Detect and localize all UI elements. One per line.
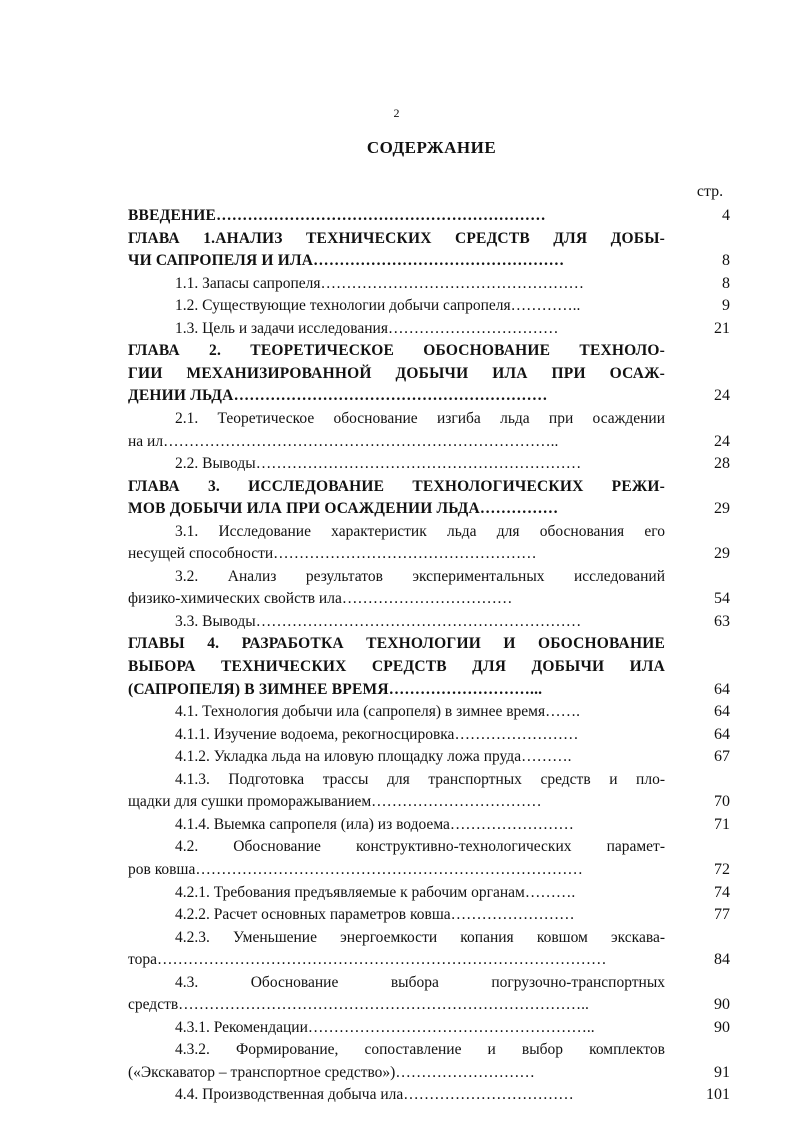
toc-page-number: 64 [714,703,730,721]
toc-entry: 4.3.2. Формирование, сопоставление и выбор комплектов [175,1041,665,1059]
toc-entry: ров ковша………………………………………………………………… [128,860,583,878]
toc-page-number: 71 [714,815,730,833]
toc-entry: ГЛАВА 1.АНАЛИЗ ТЕХНИЧЕСКИХ СРЕДСТВ ДЛЯ ДОБЫ- [128,229,665,247]
toc-entry: ДЕНИИ ЛЬДА…………………………………………………… [128,387,548,405]
toc-entry: 4.3. Обоснование выбора погрузочно-транспортных [175,973,665,991]
toc-entry: 4.2.2. Расчет основных параметров ковша…………………… [175,906,575,924]
toc-entry: 4.1.4. Выемка сапропеля (ила) из водоема…………………… [175,815,574,833]
toc-entry: 2.1. Теоретическое обоснование изгиба льда при осаждении [175,409,665,427]
toc-page-number: 29 [714,500,730,518]
toc-page-number: 91 [714,1063,730,1081]
toc-page-number: 29 [714,545,730,563]
toc-entry: несущей способности…………………………………………… [128,545,537,563]
toc-page-number: 70 [714,793,730,811]
toc-entry: ВЫБОРА ТЕХНИЧЕСКИХ СРЕДСТВ ДЛЯ ДОБЫЧИ ИЛА [128,658,665,675]
toc-page-number: 8 [722,252,730,270]
toc-entry: ЧИ САПРОПЕЛЯ И ИЛА………………………………………… [128,252,565,270]
toc-entry: (САПРОПЕЛЯ) В ЗИМНЕЕ ВРЕМЯ………………………... [128,680,543,698]
toc-entry: 3.1. Исследование характеристик льда для обоснования его [175,522,665,540]
toc-entry: на ил………………………………………………………………….. [128,432,559,450]
toc-entry: ГИИ МЕХАНИЗИРОВАННОЙ ДОБЫЧИ ИЛА ПРИ ОСАЖ- [128,364,665,382]
toc-page-number: 64 [714,725,730,743]
page-number: 2 [393,106,400,120]
toc-entry: 2.2. Выводы……………………………………………………… [175,455,582,473]
toc-entry: тора…………………………………………………………………………… [128,951,607,969]
toc-page-number: 64 [714,680,730,698]
toc-entry: 3.3. Выводы……………………………………………………… [175,612,582,630]
toc-entry: ГЛАВЫ 4. РАЗРАБОТКА ТЕХНОЛОГИИ И ОБОСНОВАНИЕ [128,635,665,653]
toc-entry: 4.1.2. Укладка льда на иловую площадку ложа пруда………. [175,748,572,766]
toc-entry: 4.2. Обоснование конструктивно-технологических парамет- [175,838,665,856]
toc-page-number: 9 [722,297,730,315]
toc-page-number: 77 [714,906,730,924]
toc-entry: щадки для сушки проморажыванием…………………………… [128,793,542,811]
toc-entry: ВВЕДЕНИЕ……………………………………………………… [128,207,546,224]
toc-entry: ГЛАВА 2. ТЕОРЕТИЧЕСКОЕ ОБОСНОВАНИЕ ТЕХНОЛО- [128,342,665,360]
toc-page-number: 63 [714,612,730,630]
toc-entry: 4.2.1. Требования предъявляемые к рабочим органам………. [175,883,576,901]
toc-entry: 3.2. Анализ результатов экспериментальных исследований [175,567,665,585]
page-title: СОДЕРЖАНИЕ [366,138,497,157]
toc-entry: 1.3. Цель и задачи исследования…………………………… [175,319,559,337]
toc-page-number: 101 [706,1086,730,1104]
toc-entry: 4.1. Технология добычи ила (сапропеля) в зимнее время……. [175,703,580,721]
toc-entry: 4.3.1. Рекомендации……………………………………………….. [175,1018,595,1036]
toc-page-number: 67 [714,748,730,766]
toc-page-number: 90 [714,1018,730,1036]
toc-page-number: 24 [714,432,730,450]
toc-entry: 4.2.3. Уменьшение энергоемкости копания ковшом экскава- [175,928,665,946]
toc-entry: 4.4. Производственная добыча ила…………………………… [175,1086,574,1104]
toc-page-number: 90 [714,996,730,1014]
toc-page-number: 28 [714,455,730,473]
toc-page-number: 8 [722,274,730,292]
toc-page-number: 21 [714,319,730,337]
toc-page-number: 24 [714,387,730,405]
toc-entry: («Экскаватор – транспортное средство»)……………………… [128,1063,535,1081]
toc-page-number: 54 [714,590,730,608]
toc-entry: 4.1.1. Изучение водоема, рекогносцировка…………………… [175,725,579,743]
toc-entry: МОВ ДОБЫЧИ ИЛА ПРИ ОСАЖДЕНИИ ЛЬДА…………… [128,500,559,518]
toc-page-number: 84 [714,951,730,969]
toc-entry: 1.2. Существующие технологии добычи сапропеля………….. [175,297,581,315]
toc-page-number: 4 [722,207,730,224]
toc-entry: средств…………………………………………………………………….. [128,996,589,1014]
toc-page-number: 74 [714,883,730,901]
toc-page-number: 72 [714,860,730,878]
page-column-header: стр. [696,183,724,200]
toc-entry: физико-химических свойств ила…………………………… [128,590,513,608]
toc-entry: 1.1. Запасы сапропеля…………………………………………… [175,274,584,292]
toc-entry: 4.1.3. Подготовка трассы для транспортных средств и пло- [175,770,665,788]
toc-entry: ГЛАВА 3. ИССЛЕДОВАНИЕ ТЕХНОЛОГИЧЕСКИХ РЕЖИ- [128,477,665,495]
